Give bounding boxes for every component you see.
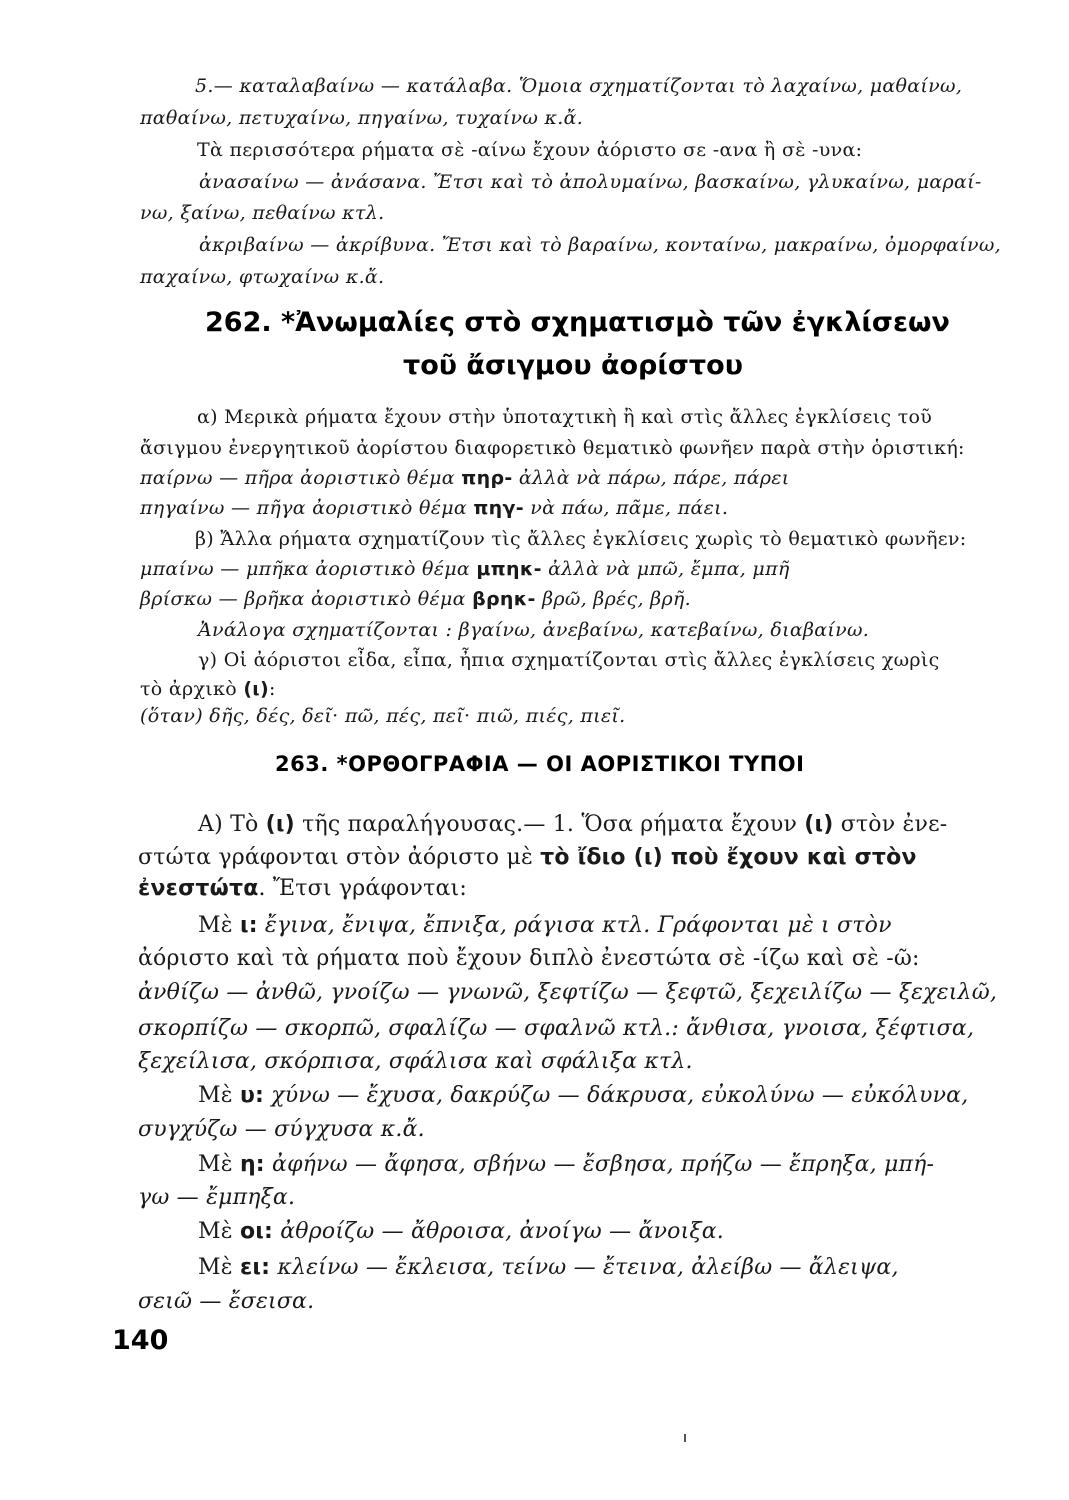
text-line bbox=[198, 1219, 724, 1244]
text-line bbox=[138, 1016, 974, 1041]
text-run: Μὲ bbox=[198, 1083, 233, 1108]
text-run: σκορπίζω — σκορπῶ, σφαλίζω — σφαλνῶ κτλ.: ἄνθισα, γνοισα, ξέφτισα, bbox=[138, 1016, 975, 1041]
page-number: 140 bbox=[112, 1325, 169, 1356]
text-line bbox=[199, 171, 982, 193]
text-line bbox=[138, 980, 997, 1005]
text-run: χύνω — ἔχυσα, δακρύζω — δάκρυσα, εὐκολύνω — εὐκόλυνα, bbox=[271, 1083, 969, 1108]
text-run: Μὲ bbox=[198, 1152, 233, 1177]
text-run: παθαίνω, πετυχαίνω, πηγαίνω, τυχαίνω κ.ἄ. bbox=[140, 107, 584, 129]
bold-stem: βρηκ- bbox=[472, 588, 536, 610]
text-line bbox=[140, 588, 691, 610]
bold-letter: υ: bbox=[239, 1083, 264, 1108]
text-run: : bbox=[268, 678, 276, 700]
text-line bbox=[140, 107, 583, 129]
section-heading-262-line2: τοῦ ἄσιγμου ἀορίστου bbox=[403, 350, 743, 381]
text-run: νὰ πάω, πᾶμε, πάει. bbox=[530, 497, 729, 519]
text-run: νω, ξαίνω, πεθαίνω κτλ. bbox=[140, 202, 385, 224]
text-line bbox=[138, 876, 467, 901]
text-line bbox=[138, 845, 917, 870]
text-run: στώτα γράφονται στὸν ἀόριστο μὲ bbox=[138, 845, 533, 870]
text-line bbox=[197, 139, 862, 161]
bold-letter: (ι) bbox=[265, 812, 295, 837]
text-line bbox=[140, 202, 384, 224]
bold-letter: ι: bbox=[239, 913, 258, 938]
text-line bbox=[198, 1152, 934, 1177]
text-run: ἀλλὰ νὰ πάρω, πάρε, πάρει bbox=[518, 467, 790, 489]
text-run: ξεχείλισα, σκόρπισα, σφάλισα καὶ σφάλιξα κτλ. bbox=[138, 1049, 693, 1074]
text-line bbox=[195, 528, 966, 550]
bold-letter: οι: bbox=[239, 1219, 274, 1244]
text-line bbox=[138, 946, 920, 971]
text-run: τῆς παραλήγουσας.— 1. Ὅσα ρήματα ἔχουν bbox=[302, 812, 798, 837]
text-run: Μὲ bbox=[198, 1219, 233, 1244]
text-line bbox=[140, 437, 965, 459]
text-run: γω — ἔμπηξα. bbox=[138, 1185, 296, 1210]
text-line bbox=[140, 497, 728, 519]
text-line bbox=[140, 266, 384, 288]
text-run: Μὲ bbox=[198, 913, 233, 938]
text-line bbox=[198, 812, 947, 837]
bold-letter: (ι) bbox=[243, 678, 269, 700]
text-run: α) Μερικὰ ρήματα ἔχουν στὴν ὑποταχτικὴ ἢ καὶ στὶς ἄλλες ἐγκλίσεις τοῦ bbox=[197, 406, 933, 428]
text-line bbox=[138, 1117, 425, 1142]
bold-phrase: ἐνεστώτα bbox=[138, 876, 259, 901]
bold-stem: μπηκ- bbox=[476, 558, 542, 580]
text-run: βρίσκω — βρῆκα ἀοριστικὸ θέμα bbox=[140, 588, 466, 610]
text-line bbox=[198, 619, 869, 641]
text-run: ἀλλὰ νὰ μπῶ, ἔμπα, μπῆ bbox=[548, 558, 790, 580]
text-run: ἔγινα, ἔνιψα, ἔπνιξα, ράγισα κτλ. Γράφονται μὲ ι στὸν bbox=[264, 913, 892, 938]
text-run: σειῶ — ἔσεισα. bbox=[138, 1289, 315, 1314]
text-run: (ὅταν) δῆς, δές, δεῖ· πῶ, πές, πεῖ· πιῶ, πιές, πιεῖ. bbox=[140, 705, 626, 727]
bold-letter: ει: bbox=[239, 1255, 271, 1280]
text-run: τὸ ἀρχικὸ bbox=[140, 678, 237, 700]
text-line bbox=[199, 234, 1001, 256]
text-run: ἀόριστο καὶ τὰ ρήματα ποὺ ἔχουν διπλὸ ἐνεστώτα σὲ -ίζω καὶ σὲ -ῶ: bbox=[138, 946, 920, 971]
bold-stem: πηρ- bbox=[461, 467, 513, 489]
scan-speck bbox=[684, 1434, 686, 1442]
section-heading-263: 263. *ΟΡΘΟΓΡΑΦΙΑ — ΟΙ ΑΟΡΙΣΤΙΚΟΙ ΤΥΠΟΙ bbox=[275, 752, 805, 776]
text-line bbox=[140, 467, 790, 489]
text-run: κλείνω — ἔκλεισα, τείνω — ἔτεινα, ἀλείβω — ἄλειψα, bbox=[277, 1255, 899, 1280]
bold-phrase: τὸ ἴδιο (ι) ποὺ ἔχουν καὶ στὸν bbox=[540, 845, 917, 870]
text-run: . Ἔτσι γράφονται: bbox=[258, 876, 467, 901]
text-line bbox=[138, 1289, 314, 1314]
text-line bbox=[138, 1185, 295, 1210]
text-run: γ) Οἱ ἀόριστοι εἶδα, εἶπα, ἦπια σχηματίζονται στὶς ἄλλες ἐγκλίσεις χωρὶς bbox=[198, 649, 940, 671]
text-line bbox=[197, 406, 932, 428]
text-line bbox=[198, 1083, 968, 1108]
text-line bbox=[198, 649, 940, 671]
text-run: ἄσιγμου ἐνεργητικοῦ ἀορίστου διαφορετικὸ θεματικὸ φωνῆεν παρὰ στὴν ὁριστική: bbox=[140, 437, 965, 459]
text-line bbox=[198, 913, 892, 938]
text-run: ἀθροίζω — ἄθροισα, ἀνοίγω — ἄνοιξα. bbox=[280, 1219, 725, 1244]
text-line bbox=[140, 705, 626, 727]
text-run: Α) Τὸ bbox=[198, 812, 259, 837]
bold-letter: η: bbox=[239, 1152, 265, 1177]
text-run: 5.— καταλαβαίνω — κατάλαβα. Ὅμοια σχηματίζονται τὸ λαχαίνω, μαθαίνω, bbox=[195, 75, 963, 97]
text-run: Μὲ bbox=[198, 1255, 233, 1280]
text-run: ἀφήνω — ἄφησα, σβήνω — ἔσβησα, πρήζω — ἔπρηξα, μπή- bbox=[272, 1152, 935, 1177]
text-run: παίρνω — πῆρα ἀοριστικὸ θέμα bbox=[140, 467, 455, 489]
text-line bbox=[198, 1255, 899, 1280]
text-run: Ἀνάλογα σχηματίζονται : βγαίνω, ἀνεβαίνω, κατεβαίνω, διαβαίνω. bbox=[198, 619, 870, 641]
text-line bbox=[140, 678, 276, 700]
text-run: βρῶ, βρές, βρῆ. bbox=[542, 588, 691, 610]
bold-letter: (ι) bbox=[804, 812, 834, 837]
text-run: ἀνασαίνω — ἀνάσανα. Ἔτσι καὶ τὸ ἀπολυμαίνω, βασκαίνω, γλυκαίνω, μαραί- bbox=[199, 171, 982, 193]
text-run: ἀνθίζω — ἀνθῶ, γνοίζω — γνωνῶ, ξεφτίζω — ξεφτῶ, ξεχειλίζω — ξεχειλῶ, bbox=[138, 980, 998, 1005]
text-run: πηγαίνω — πῆγα ἀοριστικὸ θέμα bbox=[140, 497, 467, 519]
text-run: μπαίνω — μπῆκα ἀοριστικὸ θέμα bbox=[140, 558, 471, 580]
text-line bbox=[195, 75, 962, 97]
text-run: στὸν ἐνε- bbox=[840, 812, 948, 837]
text-run: ἀκριβαίνω — ἀκρίβυνα. Ἔτσι καὶ τὸ βαραίνω, κονταίνω, μακραίνω, ὀμορφαίνω, bbox=[199, 234, 1002, 256]
bold-stem: πηγ- bbox=[473, 497, 524, 519]
text-run: β) Ἄλλα ρήματα σχηματίζουν τὶς ἄλλες ἐγκλίσεις χωρὶς τὸ θεματικὸ φωνῆεν: bbox=[195, 528, 967, 550]
text-line bbox=[140, 558, 790, 580]
section-heading-262: 262. *Ἀνωμαλίες στὸ σχηματισμὸ τῶν ἐγκλίσεων bbox=[205, 307, 950, 338]
text-line bbox=[138, 1049, 693, 1074]
text-run: συγχύζω — σύγχυσα κ.ἄ. bbox=[138, 1117, 425, 1142]
text-run: παχαίνω, φτωχαίνω κ.ἄ. bbox=[140, 266, 385, 288]
text-run: Τὰ περισσότερα ρήματα σὲ -αίνω ἔχουν ἀόριστο σε -ανα ἢ σὲ -υνα: bbox=[197, 139, 863, 161]
